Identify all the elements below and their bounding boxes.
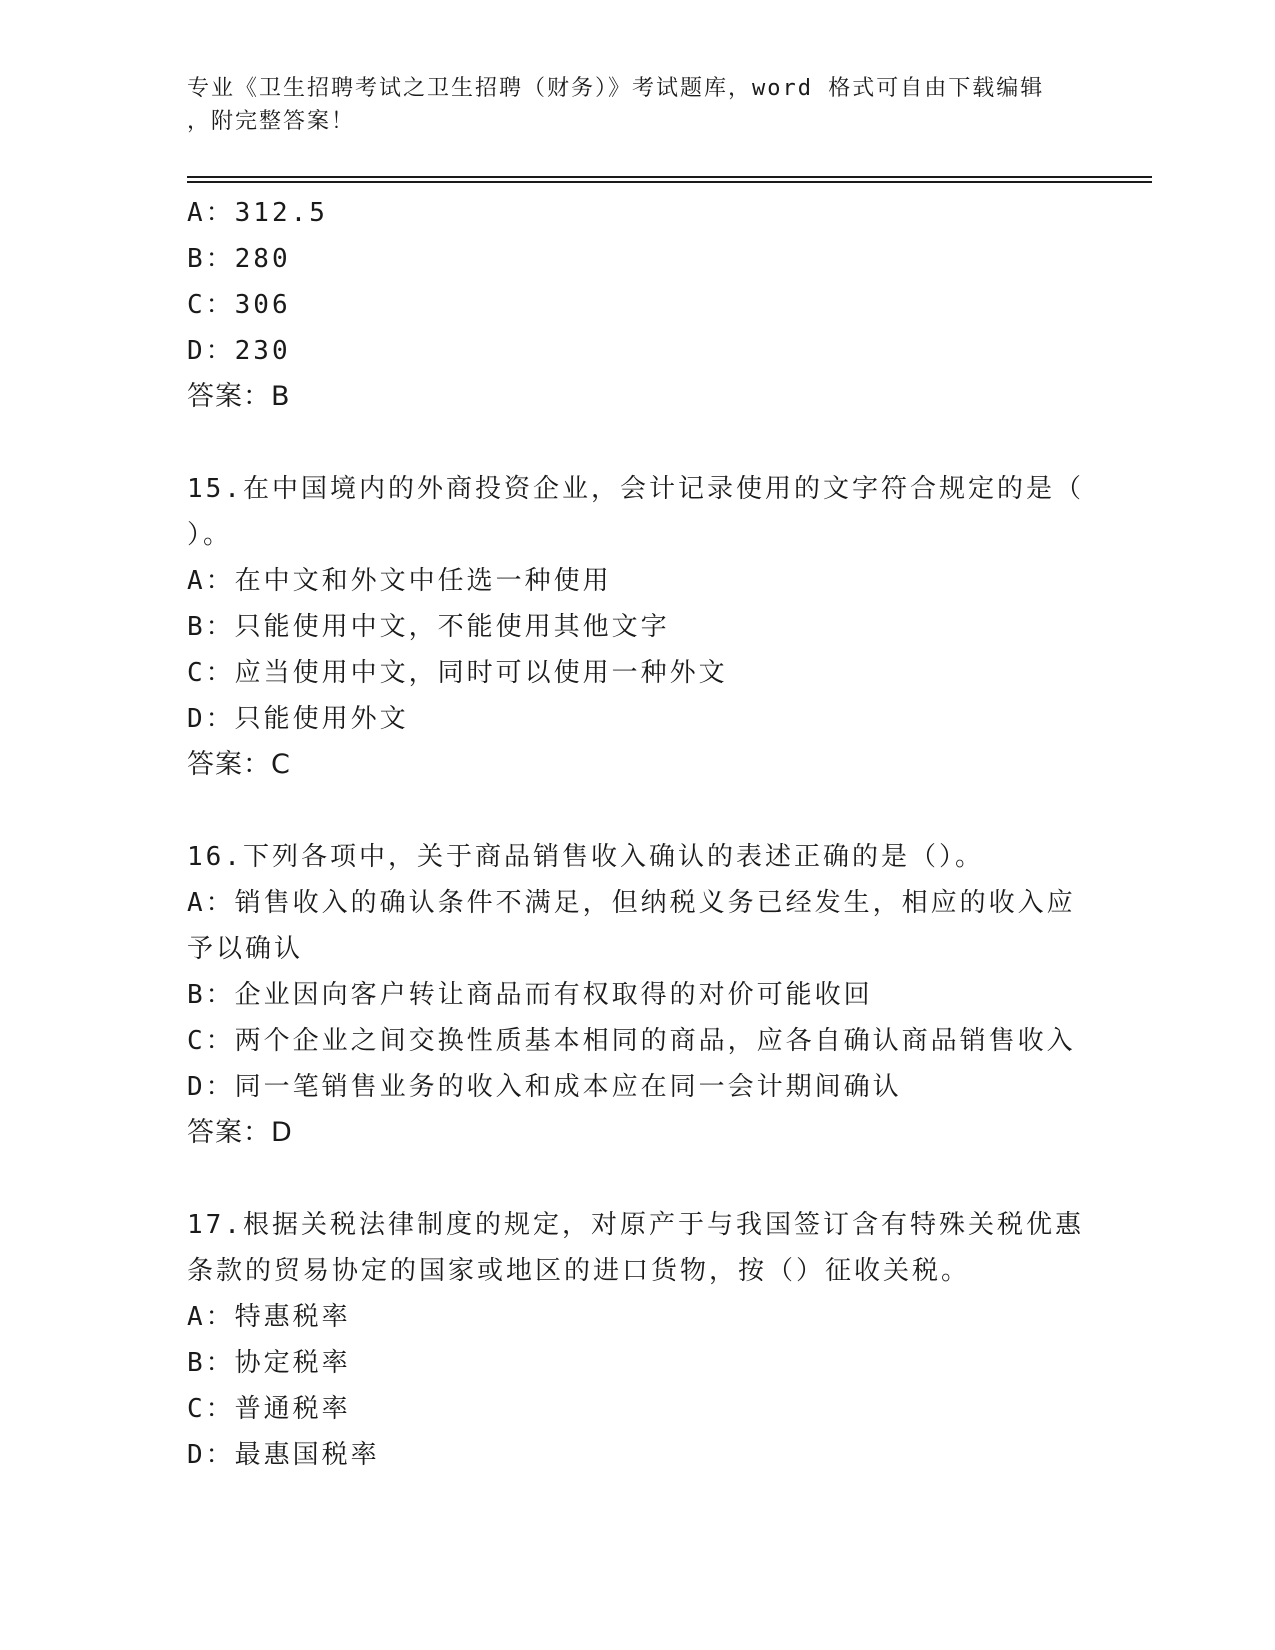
option-c: C：普通税率 xyxy=(187,1394,351,1424)
option-b: B：280 xyxy=(187,244,291,274)
option-b: B：只能使用中文，不能使用其他文字 xyxy=(187,612,670,642)
header-line-2: ，附完整答案！ xyxy=(187,109,356,134)
question-content xyxy=(187,190,1087,1478)
option-d: D：同一笔销售业务的收入和成本应在同一会计期间确认 xyxy=(187,1072,902,1102)
option-c: C：两个企业之间交换性质基本相同的商品，应各自确认商品销售收入 xyxy=(187,1026,1076,1056)
header-divider-top xyxy=(187,176,1152,178)
option-a: A：在中文和外文中任选一种使用 xyxy=(187,566,612,596)
header-divider-bottom xyxy=(187,181,1152,183)
option-a-line-1: A：销售收入的确认条件不满足，但纳税义务已经发生，相应的收入应 xyxy=(187,888,1076,918)
document-header xyxy=(187,72,1067,138)
question-stem-line-1: 15.在中国境内的外商投资企业，会计记录使用的文字符合规定的是（ xyxy=(187,474,1084,504)
option-b: B：协定税率 xyxy=(187,1348,351,1378)
spacer xyxy=(187,1156,1087,1202)
option-a-line-2: 予以确认 xyxy=(187,934,304,964)
spacer xyxy=(187,788,1087,834)
question-15 xyxy=(187,466,1087,788)
answer-line: 答案：C xyxy=(187,749,291,780)
option-a: A：特惠税率 xyxy=(187,1302,351,1332)
question-17 xyxy=(187,1202,1087,1478)
question-stem-line-1: 17.根据关税法律制度的规定，对原产于与我国签订含有特殊关税优惠 xyxy=(187,1210,1084,1240)
option-c: C：306 xyxy=(187,290,291,320)
header-line-1: 专业《卫生招聘考试之卫生招聘（财务）》考试题库，word 格式可自由下载编辑 xyxy=(187,76,1045,101)
option-b: B：企业因向客户转让商品而有权取得的对价可能收回 xyxy=(187,980,873,1010)
question-stem: 16.下列各项中，关于商品销售收入确认的表述正确的是（）。 xyxy=(187,842,984,872)
option-a: A：312.5 xyxy=(187,198,328,228)
answer-line: 答案：D xyxy=(187,1117,293,1148)
option-c: C：应当使用中文，同时可以使用一种外文 xyxy=(187,658,728,688)
answer-line: 答案：B xyxy=(187,381,291,412)
question-stem-line-2: 条款的贸易协定的国家或地区的进口货物，按（）征收关税。 xyxy=(187,1256,971,1286)
question-14 xyxy=(187,190,1087,420)
option-d: D：230 xyxy=(187,336,291,366)
question-stem-line-2: ）。 xyxy=(187,520,233,550)
spacer xyxy=(187,420,1087,466)
question-16 xyxy=(187,834,1087,1156)
option-d: D：只能使用外文 xyxy=(187,704,409,734)
option-d: D：最惠国税率 xyxy=(187,1440,380,1470)
